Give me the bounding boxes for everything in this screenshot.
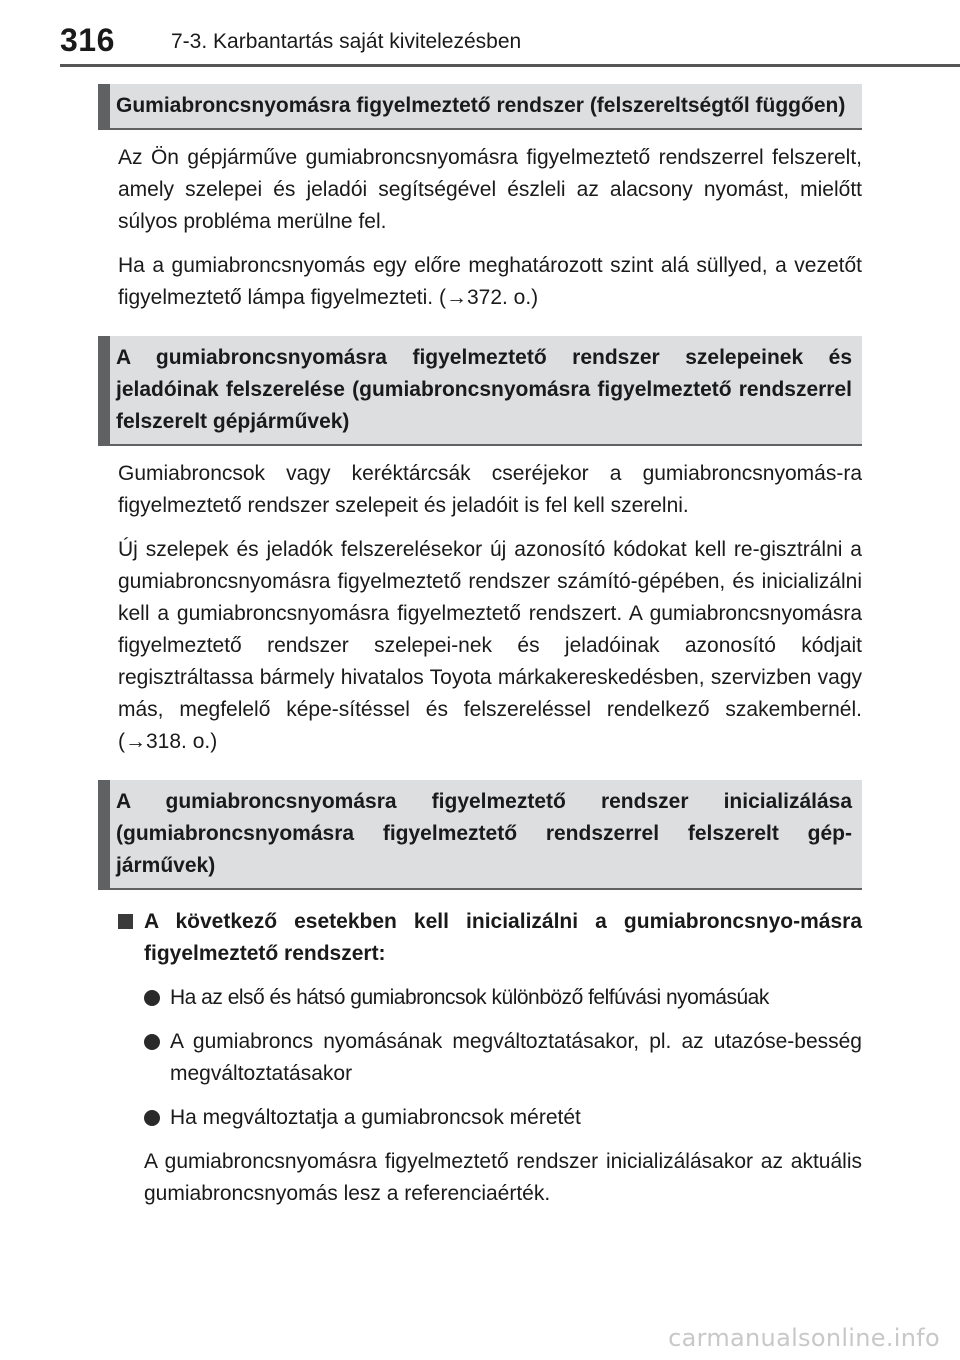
list-item: [98, 982, 862, 1014]
bullet-dot-icon: [144, 990, 160, 1006]
paragraph: Gumiabroncsok vagy keréktárcsák cseréjekor a gumiabroncsnyomás-ra figyelmeztető rendszer szelepeit és jeladóit is fel kell szerelni.: [118, 462, 862, 517]
section-heading-valve-install: A gumiabroncsnyomásra figyelmeztető rendszer szelepeinek és jeladóinak felszerelése (gumiabroncsnyomásra figyelmeztető rendszerrel felszerelt gépjárművek): [98, 336, 862, 446]
subheading-text: A következő esetekben kell inicializálni a gumiabroncsnyo-másra figyelmeztető rendszert:: [144, 910, 862, 965]
paragraph: Új szelepek és jeladók felszerelésekor új azonosító kódokat kell re-gisztrálni a gumiabroncsnyomásra figyelmeztető rendszer számító-gépében, és inicializálni kell a gumiabroncsnyomásra figyelmeztető rendszert. A gumiabroncsnyomásra figyelmeztető rendszer szelepei-nek és jeladóinak azonosító kódjait regisztráltassa bármely hivatalos Toyota márkakereskedésben, szervizben vagy más, megfelelő képe-sítéssel és felszereléssel rendelkező szakembernél. (→318. o.): [118, 538, 862, 753]
bullet-dot-icon: [144, 1034, 160, 1050]
page-header: [0, 0, 960, 70]
paragraph: Az Ön gépjárműve gumiabroncsnyomásra figyelmeztető rendszerrel felszerelt, amely szelepei és jeladói segítségével észleli az alacsony nyomást, mielőtt súlyos probléma merülne fel.: [118, 146, 862, 233]
bullet-dot-icon: [144, 1110, 160, 1126]
subheading: [98, 906, 862, 970]
list-item: [98, 1026, 862, 1090]
list-item-text: Ha az első és hátsó gumiabroncsok különböző felfúvási nyomásúak: [170, 986, 769, 1009]
section-title: 7-3. Karbantartás saját kivitelezésben: [171, 30, 522, 53]
note-paragraph: A gumiabroncsnyomásra figyelmeztető rendszer inicializálásakor az aktuális gumiabroncsnyomás lesz a referenciaérték.: [144, 1150, 862, 1205]
watermark: carmanualsonline.info: [668, 1324, 940, 1352]
header-divider: [60, 64, 960, 67]
list-item: [98, 1102, 862, 1134]
paragraph: Ha a gumiabroncsnyomás egy előre meghatározott szint alá süllyed, a vezetőt figyelmeztető lámpa figyelmezteti. (→372. o.): [118, 254, 862, 309]
section-heading-initialization: A gumiabroncsnyomásra figyelmeztető rendszer inicializálása (gumiabroncsnyomásra figyelmeztető rendszerrel felszerelt gép-járművek): [98, 780, 862, 890]
page-number: 316: [60, 22, 115, 58]
page-content: [98, 84, 862, 1210]
list-item-text: A gumiabroncs nyomásának megváltoztatásakor, pl. az utazóse-besség megváltoztatásakor: [170, 1030, 862, 1085]
square-bullet-icon: [118, 914, 133, 929]
list-item-text: Ha megváltoztatja a gumiabroncsok méretét: [170, 1106, 581, 1129]
section-heading-tpms: Gumiabroncsnyomásra figyelmeztető rendszer (felszereltségtől függően): [98, 84, 862, 130]
